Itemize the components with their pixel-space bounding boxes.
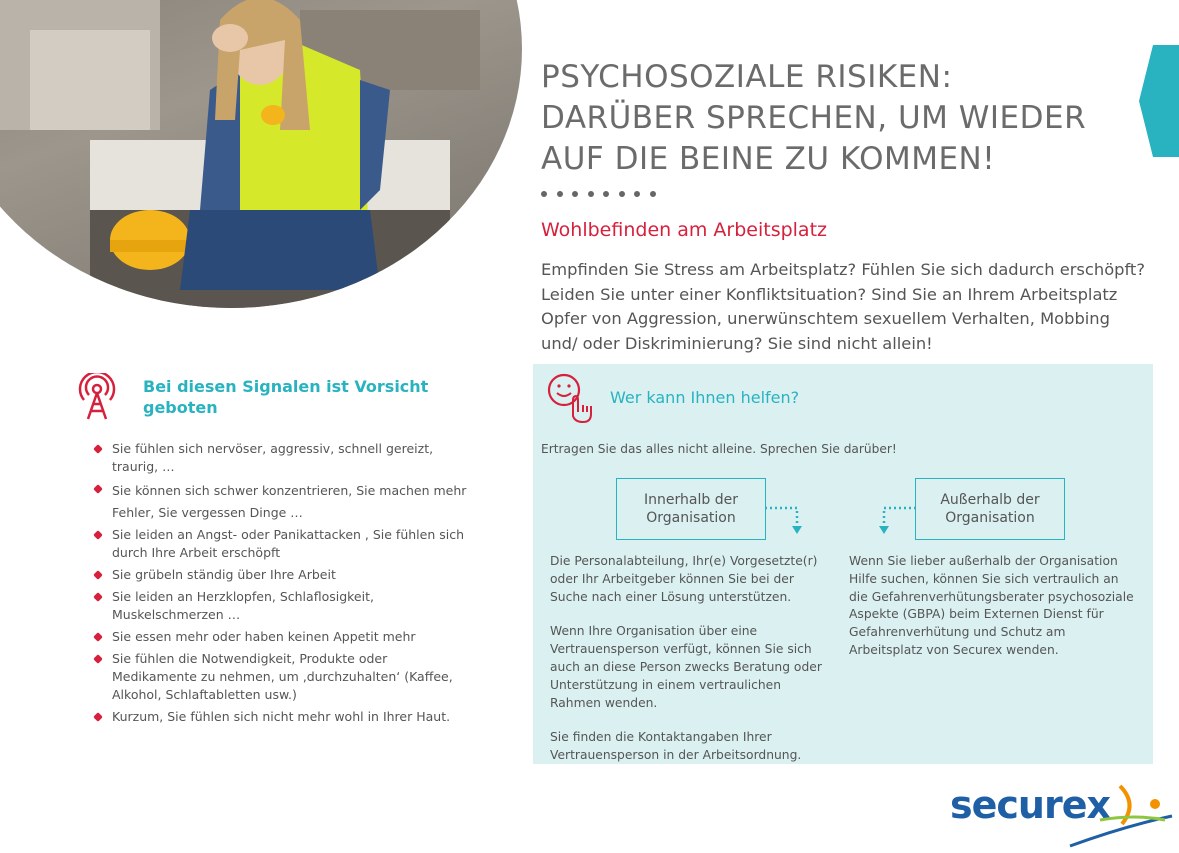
inside-paragraph: Wenn Ihre Organisation über eine Vertrauensperson verfügt, können Sie sich auch an diese Person zwecks Beratung oder Unterstützung in einem vertraulichen Rahmen wenden. [550, 624, 822, 710]
signals-title: Bei diesen Signalen ist Vorsicht geboten [143, 377, 429, 417]
smiley-hand-icon [545, 372, 595, 424]
page-title [541, 57, 1101, 180]
list-item: Sie fühlen die Notwendigkeit, Produkte oder Medikamente zu nehmen, um ‚durchzuhalten‘ (Kaffee, Alkohol, Schlaftabletten usw.) [94, 650, 474, 704]
outside-organisation-label: Außerhalb der Organisation [940, 492, 1040, 526]
arrow-down-right-icon [765, 506, 805, 538]
worker-illustration [0, 0, 522, 308]
securex-logo-text: securex [950, 783, 1110, 827]
intro-paragraph: Empfinden Sie Stress am Arbeitsplatz? Fühlen Sie sich dadurch erschöpft? Leiden Sie unter einer Konfliktsituation? Sind Sie an Ihrem Arbeitsplatz Opfer von Aggression, unerwünschtem sexuellem Verhalten, Mobbing und/ oder Diskriminierung? Sie sind nicht allein! [541, 260, 1145, 353]
inside-organisation-text [550, 553, 832, 782]
list-item: Sie können sich schwer konzentrieren, Sie machen mehr Fehler, Sie vergessen Dinge … [94, 480, 474, 524]
title-line-1: PSYCHOSOZIALE RISIKEN: [541, 59, 953, 95]
inside-paragraph: Die Personalabteilung, Ihr(e) Vorgesetzte(r) oder Ihr Arbeitgeber können Sie bei der Suche nach einer Lösung unterstützen. [550, 554, 818, 604]
page-tab-marker [1139, 45, 1179, 157]
inside-organisation-label: Innerhalb der Organisation [644, 492, 738, 526]
signals-list [94, 440, 474, 730]
title-divider-dots [541, 191, 656, 197]
help-title: Wer kann Ihnen helfen? [610, 388, 800, 407]
list-item: Kurzum, Sie fühlen sich nicht mehr wohl in Ihrer Haut. [94, 708, 474, 726]
inside-organisation-box [616, 478, 766, 540]
title-line-2: DARÜBER SPRECHEN, UM WIEDER [541, 100, 1087, 136]
list-item: Sie leiden an Herzklopfen, Schlaflosigkeit, Muskelschmerzen … [94, 588, 474, 624]
hero-photo [0, 0, 522, 308]
help-intro: Ertragen Sie das alles nicht alleine. Sprechen Sie darüber! [541, 442, 897, 456]
outside-paragraph: Wenn Sie lieber außerhalb der Organisation Hilfe suchen, können Sie sich vertraulich an die Gefahrenverhütungsberater psychosoziale Aspekte (GBPA) beim Externen Dienst für Gefahrenverhütung und Schutz am Arbeitsplatz von Securex wenden. [849, 554, 1134, 657]
list-item: Sie grübeln ständig über Ihre Arbeit [94, 566, 474, 584]
outside-organisation-box [915, 478, 1065, 540]
list-item: Sie essen mehr oder haben keinen Appetit mehr [94, 628, 474, 646]
title-line-3: AUF DIE BEINE ZU KOMMEN! [541, 141, 996, 177]
list-item: Sie leiden an Angst- oder Panikattacken , Sie fühlen sich durch Ihre Arbeit erschöpft [94, 526, 474, 562]
inside-paragraph: Sie finden die Kontaktangaben Ihrer Vertrauensperson in der Arbeitsordnung. [550, 730, 802, 763]
arrow-down-left-icon [876, 506, 916, 538]
securex-logo [950, 780, 1175, 850]
help-panel [533, 364, 1153, 764]
outside-organisation-text [849, 553, 1139, 677]
list-item: Sie fühlen sich nervöser, aggressiv, schnell gereizt, traurig, … [94, 440, 474, 476]
antenna-alert-icon [78, 373, 116, 421]
section-subtitle: Wohlbefinden am Arbeitsplatz [541, 219, 827, 241]
